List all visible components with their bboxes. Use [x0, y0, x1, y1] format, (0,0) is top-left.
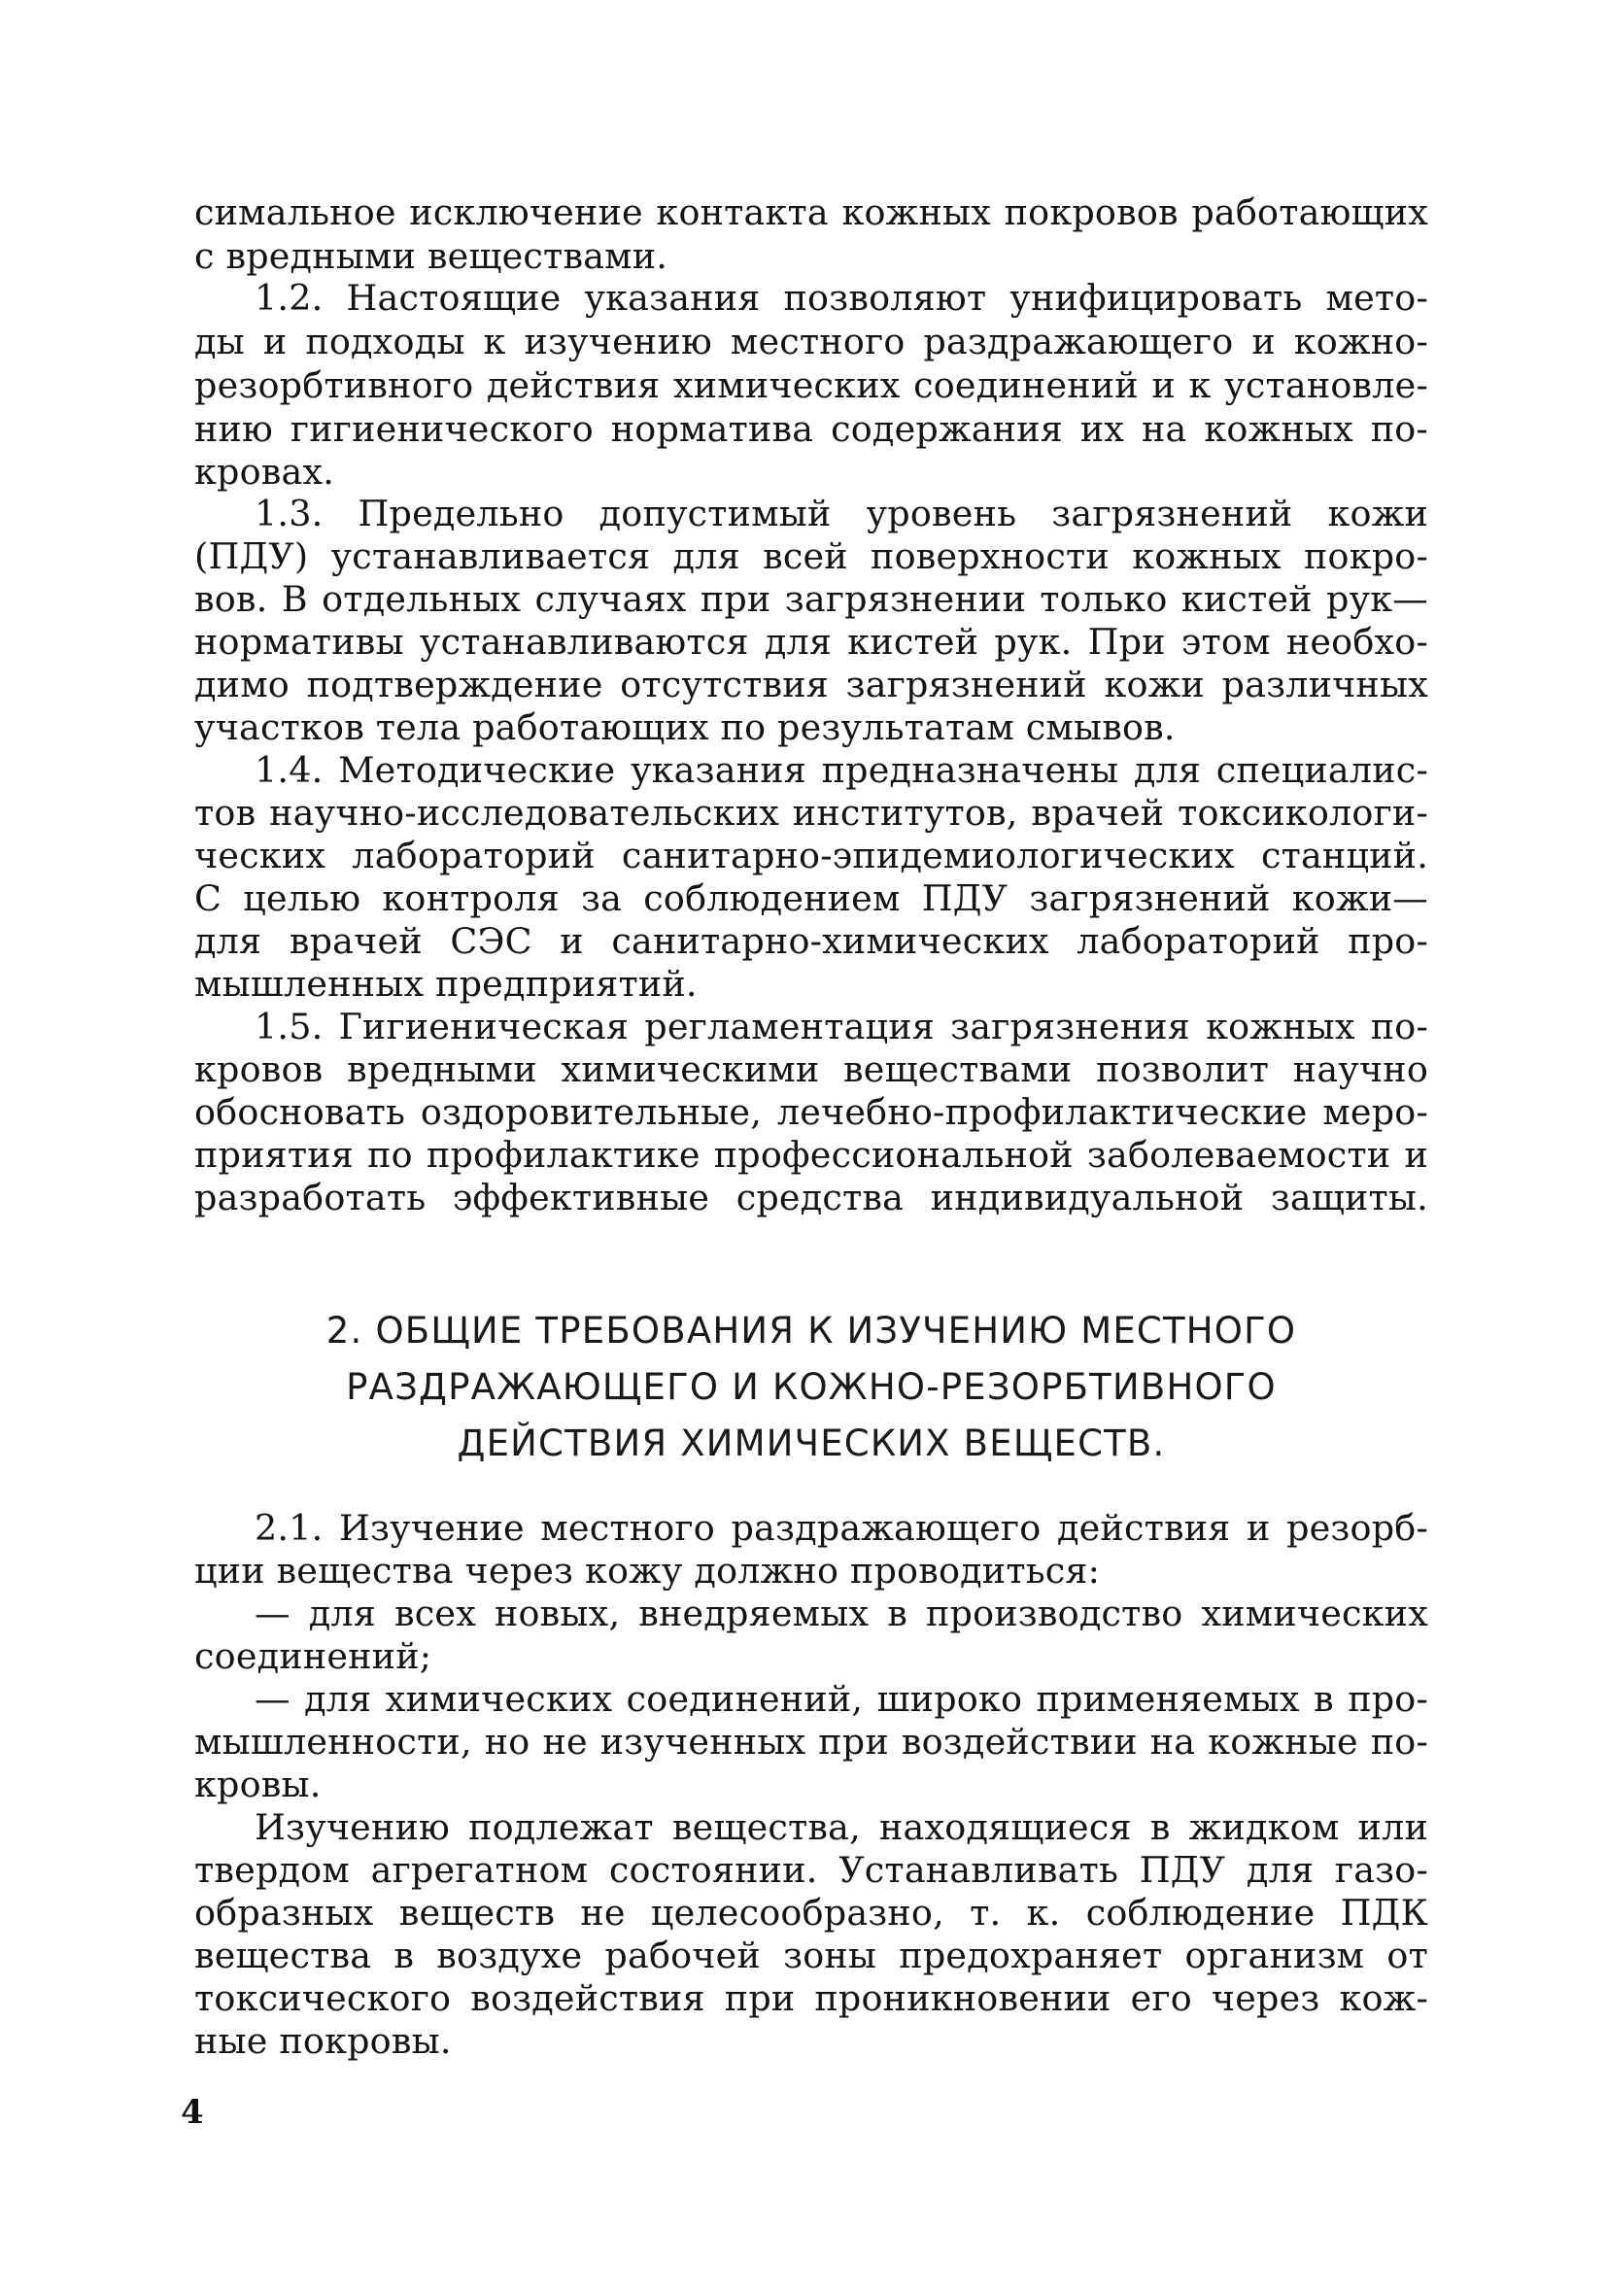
text-line: токсического воздействия при проникновении его через кож- [194, 1977, 1428, 2019]
text-line: приятия по профилактике профессиональной заболеваемости и [194, 1134, 1428, 1176]
text-line: — для всех новых, внедряемых в производство химических [255, 1593, 1428, 1634]
text-line: (ПДУ) устанавливается для всей поверхности кожных покро- [194, 535, 1428, 577]
text-line: кровы. [194, 1764, 322, 1805]
text-line: ческих лабораторий санитарно-эпидемиологических станций. [194, 835, 1428, 876]
text-line: твердом агрегатном состоянии. Устанавливать ПДУ для газо- [194, 1849, 1428, 1891]
text-line: мышленности, но не изученных при воздействии на кожные по- [194, 1721, 1428, 1763]
text-line: обосновать оздоровительные, лечебно-профилактические меро- [194, 1091, 1428, 1133]
section-heading: 2. ОБЩИЕ ТРЕБОВАНИЯ К ИЗУЧЕНИЮ МЕСТНОГО [325, 1310, 1297, 1352]
text-line: симальное исключение контакта кожных покровов работающих [194, 191, 1428, 233]
text-line: тов научно-исследовательских институтов, врачей токсикологи- [194, 792, 1428, 834]
text-line: кровах. [194, 451, 335, 493]
text-line: 1.3. Предельно допустимый уровень загрязнений кожи [255, 493, 1428, 534]
text-line: нию гигиенического норматива содержания их на кожных по- [194, 408, 1428, 450]
text-line: образных веществ не целесообразно, т. к. соблюдение ПДК [194, 1892, 1428, 1934]
text-line: участков тела работающих по результатам смывов. [194, 706, 1176, 748]
text-line: мышленных предприятий. [194, 963, 698, 1005]
text-line: с вредными веществами. [194, 235, 668, 277]
text-line: вещества в воздухе рабочей зоны предохраняет организм от [194, 1935, 1428, 1976]
section-heading: ДЕЙСТВИЯ ХИМИЧЕСКИХ ВЕЩЕСТВ. [457, 1422, 1166, 1464]
text-line: кровов вредными химическими веществами позволит научно [194, 1048, 1428, 1090]
section-heading: РАЗДРАЖАЮЩЕГО И КОЖНО-РЕЗОРБТИВНОГО [346, 1366, 1277, 1408]
text-line: нормативы устанавливаются для кистей рук. При этом необхо- [194, 621, 1428, 663]
text-line: ды и подходы к изучению местного раздражающего и кожно- [194, 321, 1428, 362]
text-line: резорбтивного действия химических соединений и к установле- [194, 364, 1428, 406]
page-number: 4 [181, 2093, 204, 2132]
text-line: — для химических соединений, широко применяемых в про- [255, 1678, 1428, 1720]
text-line: разработать эффективные средства индивидуальной защиты. [194, 1177, 1428, 1218]
text-line: Изучению подлежат вещества, находящиеся в жидком или [255, 1806, 1428, 1848]
text-line: ные покровы. [194, 2020, 452, 2062]
text-line: 2.1. Изучение местного раздражающего действия и резорб- [255, 1507, 1428, 1549]
text-line: соединений; [194, 1635, 432, 1677]
text-line: для врачей СЭС и санитарно-химических лабораторий про- [194, 920, 1428, 962]
text-line: вов. В отдельных случаях при загрязнении только кистей рук— [194, 578, 1428, 620]
text-line: 1.2. Настоящие указания позволяют унифицировать мето- [255, 277, 1428, 319]
text-line: С целью контроля за соблюдением ПДУ загрязнений кожи— [194, 877, 1428, 919]
text-line: 1.4. Методические указания предназначены для специалис- [255, 749, 1428, 791]
text-line: 1.5. Гигиеническая регламентация загрязнения кожных по- [255, 1006, 1428, 1047]
text-line: ции вещества через кожу должно проводиться: [194, 1550, 1101, 1592]
text-line: димо подтверждение отсутствия загрязнений кожи различных [194, 664, 1428, 705]
